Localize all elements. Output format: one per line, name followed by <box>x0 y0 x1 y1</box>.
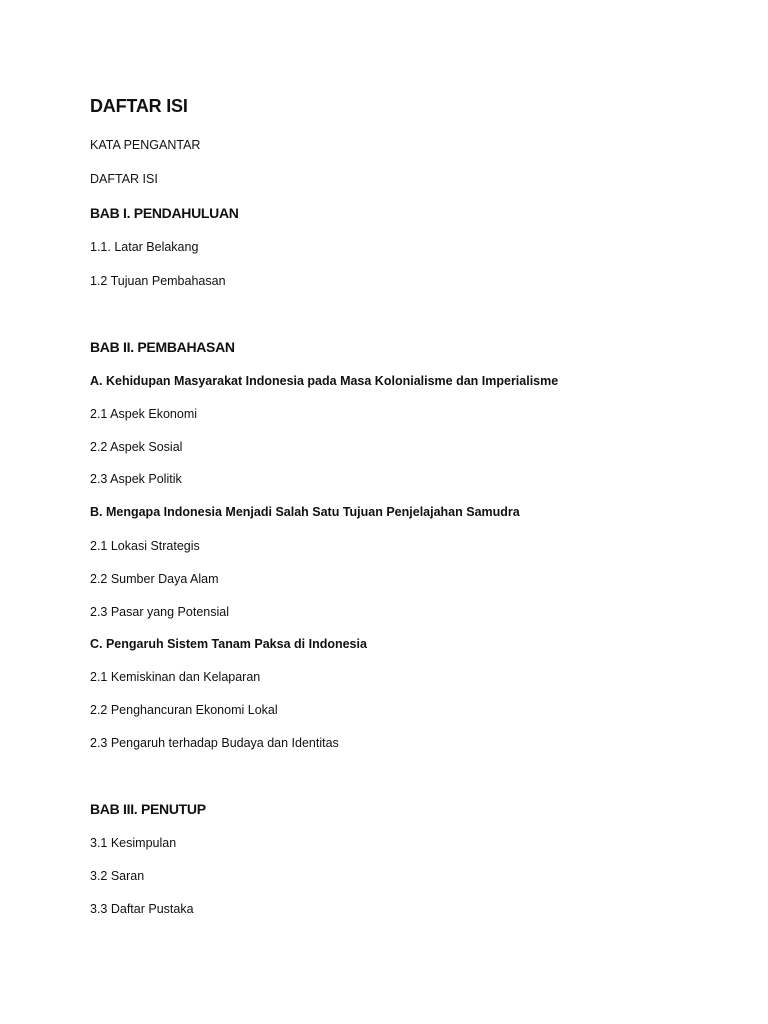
toc-entry: 2.1 Lokasi Strategis <box>90 539 200 553</box>
toc-entry: 2.2 Sumber Daya Alam <box>90 572 219 586</box>
toc-entry: 2.3 Aspek Politik <box>90 472 182 486</box>
toc-entry: 2.2 Penghancuran Ekonomi Lokal <box>90 703 278 717</box>
toc-entry: 2.3 Pengaruh terhadap Budaya dan Identitas <box>90 736 339 750</box>
chapter-heading-bab-3: BAB III. PENUTUP <box>90 801 206 817</box>
section-heading-b: B. Mengapa Indonesia Menjadi Salah Satu Tujuan Penjelajahan Samudra <box>90 505 520 519</box>
toc-entry: 2.1 Kemiskinan dan Kelaparan <box>90 670 261 684</box>
toc-entry-kata-pengantar: KATA PENGANTAR <box>90 138 201 152</box>
toc-entry: 1.1. Latar Belakang <box>90 240 199 254</box>
toc-entry: 2.1 Aspek Ekonomi <box>90 407 198 421</box>
page-title: DAFTAR ISI <box>90 96 188 116</box>
toc-entry: 3.1 Kesimpulan <box>90 836 177 850</box>
toc-entry-daftar-isi: DAFTAR ISI <box>90 172 158 186</box>
chapter-heading-bab-2: BAB II. PEMBAHASAN <box>90 339 235 355</box>
chapter-heading-bab-1: BAB I. PENDAHULUAN <box>90 205 239 221</box>
toc-entry: 2.2 Aspek Sosial <box>90 440 183 454</box>
toc-entry: 3.2 Saran <box>90 869 145 883</box>
section-heading-a: A. Kehidupan Masyarakat Indonesia pada Masa Kolonialisme dan Imperialisme <box>90 374 559 388</box>
section-heading-c: C. Pengaruh Sistem Tanam Paksa di Indonesia <box>90 637 367 651</box>
toc-entry: 3.3 Daftar Pustaka <box>90 902 194 916</box>
toc-entry: 1.2 Tujuan Pembahasan <box>90 274 226 288</box>
toc-entry: 2.3 Pasar yang Potensial <box>90 605 229 619</box>
